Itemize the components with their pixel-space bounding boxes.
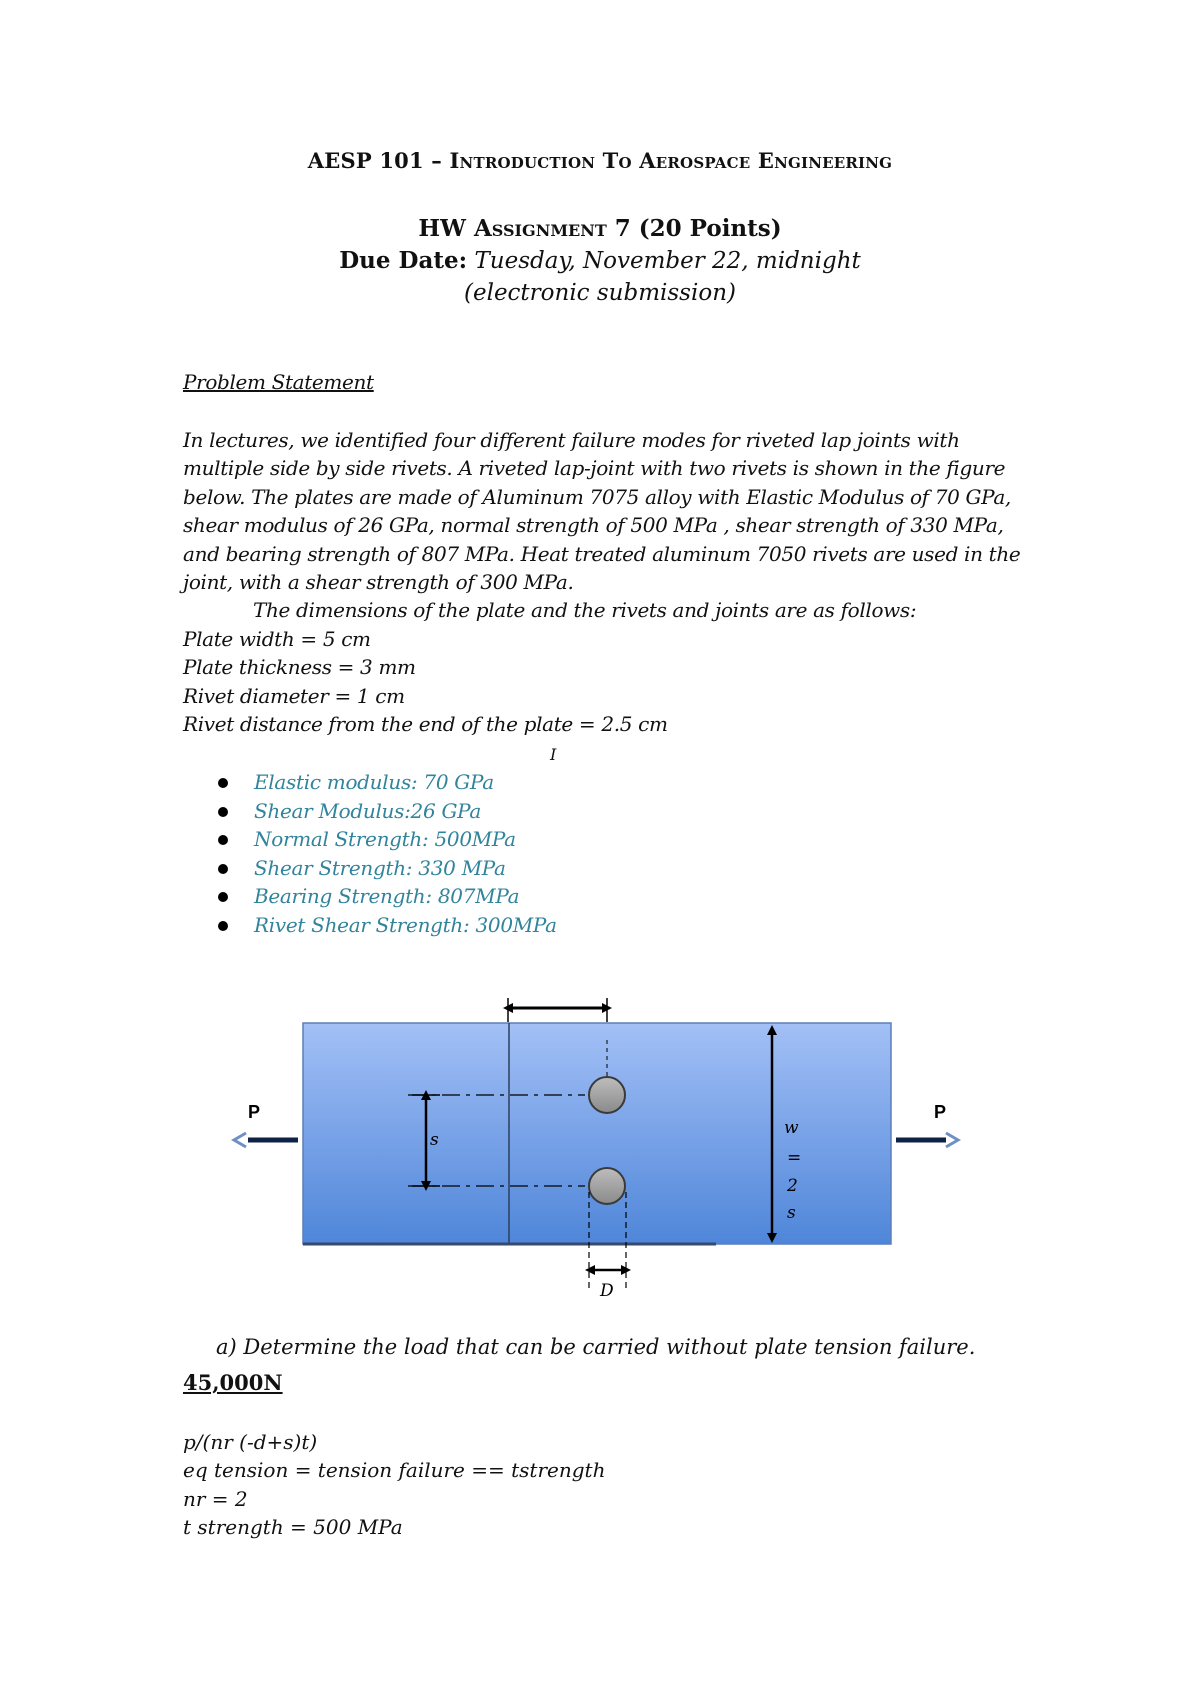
property-text: Elastic modulus: 70 GPa — [254, 770, 494, 794]
dimensions-intro: The dimensions of the plate and the rivets and joints are as follows: — [253, 598, 917, 623]
diameter-label: D — [600, 1281, 614, 1301]
dimension-item: Plate thickness = 3 mm — [183, 655, 416, 680]
plate-body — [303, 1023, 891, 1244]
work-line: t strength = 500 MPa — [183, 1515, 403, 1540]
assignment-title — [0, 215, 1200, 242]
property-text: Shear Strength: 330 MPa — [254, 855, 506, 880]
submission-note: (electronic submission) — [464, 280, 736, 306]
due-date-label: Due Date: — [339, 247, 468, 274]
due-date-value: Tuesday, November 22, midnight — [474, 248, 861, 274]
property-text: Bearing Strength: 807MPa — [254, 884, 520, 909]
lap-joint-figure — [0, 980, 1200, 1310]
work-line: eq tension = tension failure == tstrength — [183, 1458, 606, 1483]
text-cursor-mark: I — [550, 745, 557, 764]
question-a: a) Determine the load that can be carried without plate tension failure. — [216, 1335, 976, 1359]
list-item — [218, 911, 557, 940]
load-label-right: P — [934, 1102, 947, 1122]
property-text: Rivet Shear Strength: 300MPa — [254, 912, 557, 937]
bullet-icon — [218, 835, 228, 845]
width-label-line: s — [787, 1203, 796, 1223]
hw-prefix: HW — [418, 215, 474, 242]
load-label-left: P — [248, 1102, 261, 1122]
list-item — [218, 797, 557, 826]
hw-word: Assignment — [473, 215, 607, 242]
width-label-line: w — [784, 1118, 799, 1138]
width-label-line: 2 — [787, 1176, 798, 1196]
material-properties-list — [218, 768, 557, 940]
course-name: Introduction To Aerospace Engineering — [449, 148, 893, 173]
answer-a: 45,000N — [183, 1370, 283, 1395]
course-code: AESP 101 – — [307, 148, 450, 173]
list-item — [218, 882, 557, 911]
due-date — [0, 247, 1200, 274]
list-item — [218, 825, 557, 854]
spacing-label: s — [430, 1130, 439, 1150]
bullet-icon — [218, 921, 228, 931]
property-text: Normal Strength: 500MPa — [254, 827, 516, 852]
dimension-item: Rivet distance from the end of the plate = 2.5 cm — [183, 712, 668, 737]
work-steps — [183, 1428, 605, 1542]
dimension-item: Rivet diameter = 1 cm — [183, 683, 405, 708]
load-arrow-right-head — [946, 1133, 958, 1147]
hw-suffix: 7 (20 Points) — [606, 215, 782, 242]
work-line: p/(nr (-d+s)t) — [183, 1430, 318, 1454]
work-line: nr = 2 — [183, 1486, 248, 1511]
course-title — [0, 148, 1200, 173]
rivet-top — [589, 1077, 625, 1113]
problem-paragraph: In lectures, we identified four different failure modes for riveted lap joints with multiple side by side rivets. A riveted lap-joint with two rivets is shown in the figure below. The plates are made of Aluminum 7075 alloy with Elastic Modulus of 70 GPa, shear modulus of 26 GPa, normal strength of 500 MPa , shear strength of 330 MPa, and bearing strength of 807 MPa. Heat treated aluminum 7050 rivets are used in the joint, with a shear strength of 300 MPa. — [183, 428, 1021, 595]
rivet-bottom — [589, 1168, 625, 1204]
problem-statement — [183, 426, 1033, 738]
load-arrow-left-head — [234, 1133, 246, 1147]
list-item — [218, 768, 557, 797]
bullet-icon — [218, 778, 228, 788]
width-label-line: = — [787, 1148, 802, 1168]
bullet-icon — [218, 864, 228, 874]
property-text: Shear Modulus:26 GPa — [254, 798, 482, 823]
dimension-item: Plate width = 5 cm — [183, 626, 371, 651]
problem-heading: Problem Statement — [183, 370, 374, 394]
bullet-icon — [218, 807, 228, 817]
bullet-icon — [218, 892, 228, 902]
list-item — [218, 854, 557, 883]
